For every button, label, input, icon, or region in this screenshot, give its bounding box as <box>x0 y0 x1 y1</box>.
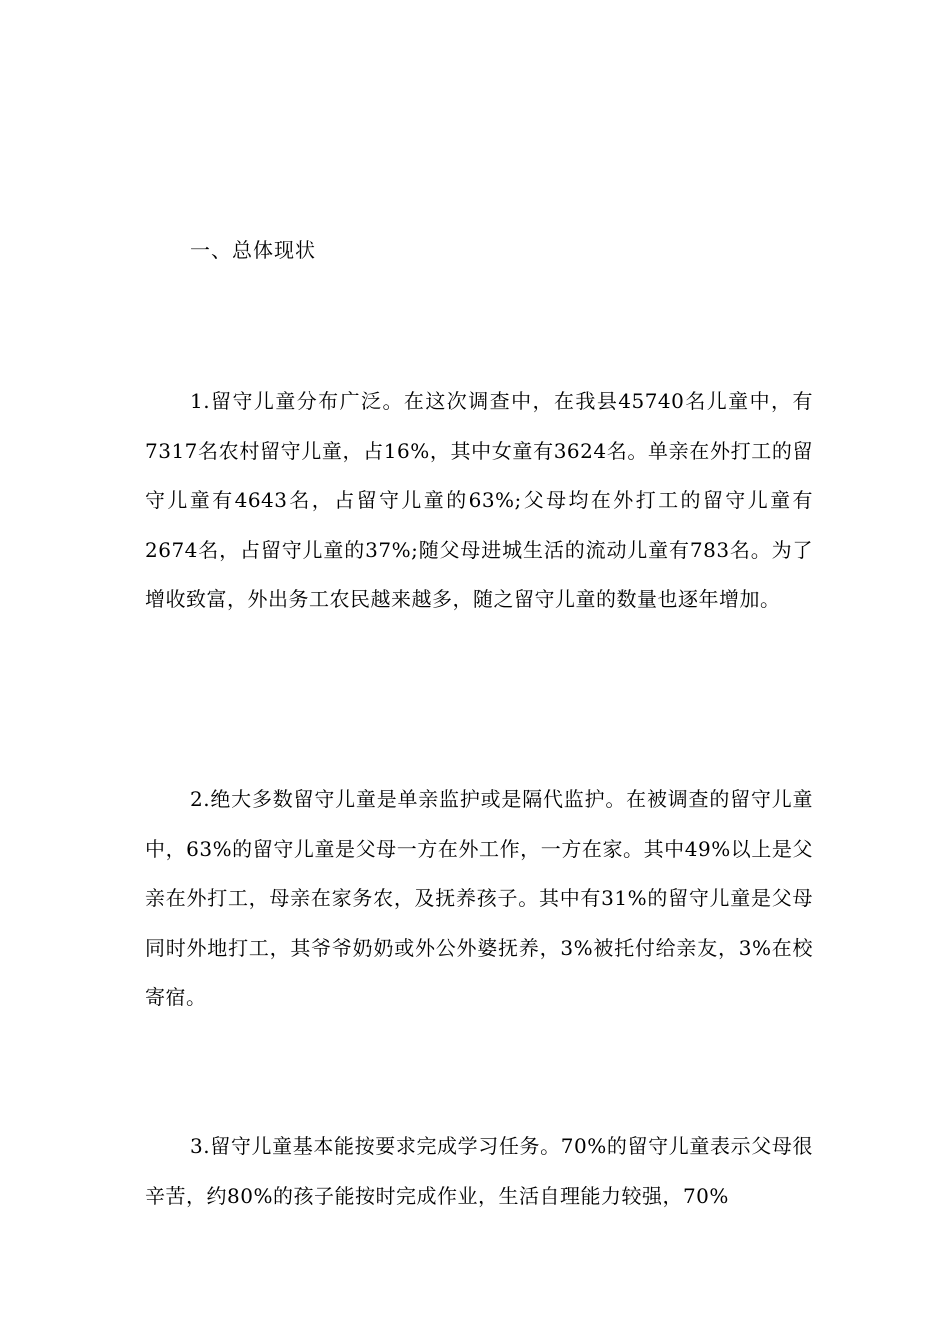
paragraph-2: 2.绝大多数留守儿童是单亲监护或是隔代监护。在被调查的留守儿童中，63%的留守儿童是父母一方在外工作，一方在家。其中49%以上是父亲在外打工，母亲在家务农，及抚养孩子。其中有31%的留守儿童是父母同时外地打工，其爷爷奶奶或外公外婆抚养，3%被托付给亲友，3%在校寄宿。 <box>145 787 813 1009</box>
section-heading: 一、总体现状 <box>190 238 316 262</box>
paragraph-1: 1.留守儿童分布广泛。在这次调查中，在我县45740名儿童中，有7317名农村留守儿童，占16%，其中女童有3624名。单亲在外打工的留守儿童有4643名，占留守儿童的63%;父母均在外打工的留守儿童有2674名，占留守儿童的37%;随父母进城生活的流动儿童有783名。为了增收致富，外出务工农民越来越多，随之留守儿童的数量也逐年增加。 <box>145 389 813 611</box>
paragraph-3: 3.留守儿童基本能按要求完成学习任务。70%的留守儿童表示父母很辛苦，约80%的孩子能按时完成作业，生活自理能力较强，70% <box>145 1134 813 1208</box>
